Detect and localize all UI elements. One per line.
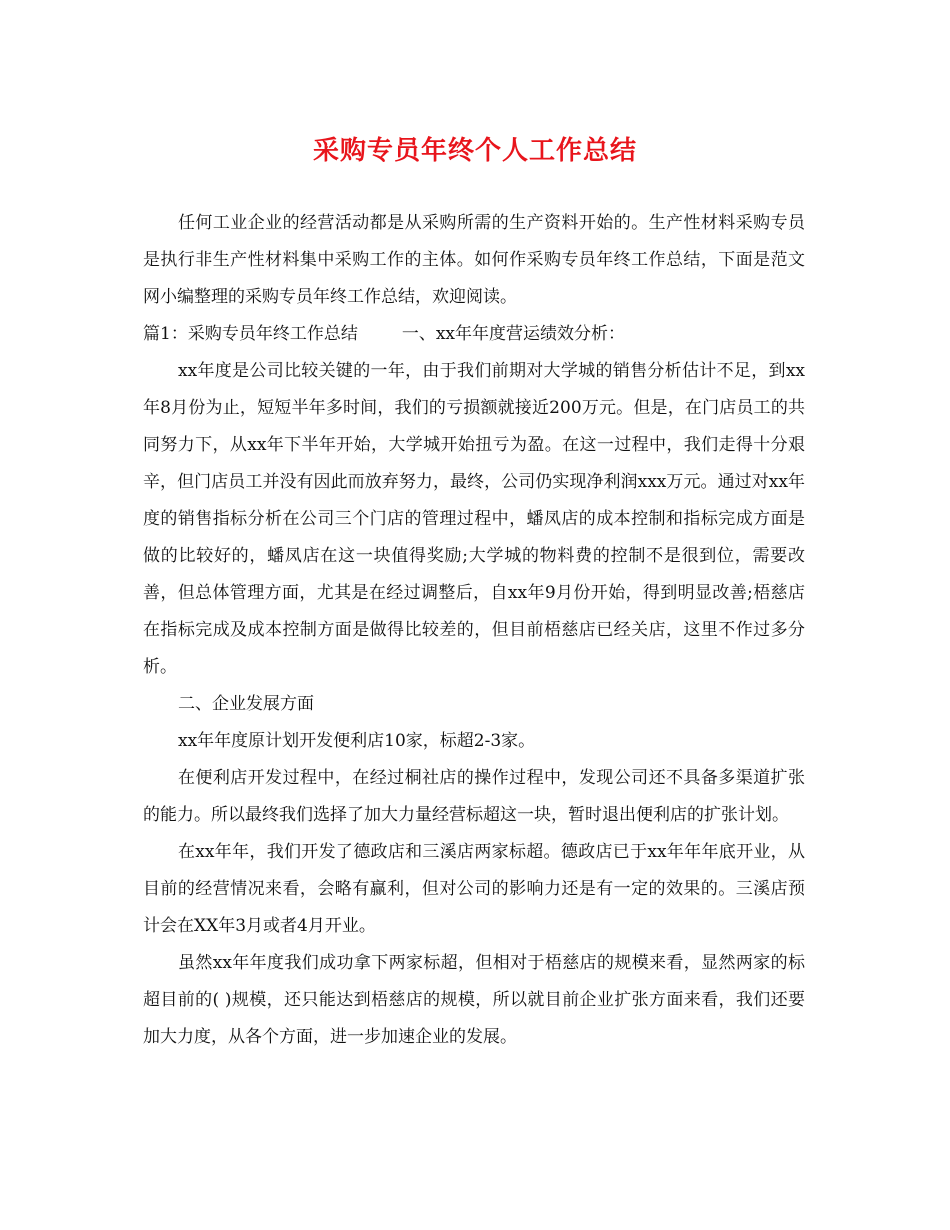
operations-paragraph: xx年度是公司比较关键的一年，由于我们前期对大学城的销售分析估计不足，到xx年8月份为止，短短半年多时间，我们的亏损额就接近200万元。但是，在门店员工的共同努力下，从xx年下半年开始，大学城开始扭亏为盈。在这一过程中，我们走得十分艰辛，但门店员工并没有因此而放弃努力，最终，公司仍实现净利润xxx万元。通过对xx年度的销售指标分析在公司三个门店的管理过程中，蟠凤店的成本控制和指标完成方面是做的比较好的，蟠凤店在这一块值得奖励;大学城的物料费的控制不是很到位，需要改善，但总体管理方面，尤其是在经过调整后，自xx年9月份开始，得到明显改善;梧慈店在指标完成及成本控制方面是做得比较差的，但目前梧慈店已经关店，这里不作过多分析。	[143, 361, 805, 677]
expansion-paragraph: 虽然xx年年度我们成功拿下两家标超，但相对于梧慈店的规模来看，显然两家的标超目前的( )规模，还只能达到梧慈店的规模，所以就目前企业扩张方面来看，我们还要加大力度，从各个方面，进一步加速企业的发展。	[143, 953, 805, 1047]
convenience-store-paragraph: 在便利店开发过程中，在经过桐社店的操作过程中，发现公司还不具备多渠道扩张的能力。所以最终我们选择了加大力量经营标超这一块，暂时退出便利店的扩张计划。	[143, 768, 805, 825]
intro-paragraph: 任何工业企业的经营活动都是从采购所需的生产资料开始的。生产性材料采购专员是执行非生产性材料集中采购工作的主体。如何作采购专员年终工作总结，下面是范文网小编整理的采购专员年终工作总结，欢迎阅读。	[143, 213, 805, 307]
part-label: 篇1：采购专员年终工作总结	[143, 324, 358, 344]
document-body	[143, 205, 805, 1056]
section-heading-operations: 一、xx年年度营运绩效分析：	[401, 324, 626, 344]
new-stores-paragraph: 在xx年年，我们开发了德政店和三溪店两家标超。德政店已于xx年年年底开业，从目前的经营情况来看，会略有赢利，但对公司的影响力还是有一定的效果的。三溪店预计会在XX年3月或者4月开业。	[143, 842, 805, 936]
section-heading-development: 二、企业发展方面	[178, 694, 314, 714]
document-title: 采购专员年终个人工作总结	[312, 136, 637, 166]
plan-paragraph: xx年年度原计划开发便利店10家，标超2-3家。	[178, 731, 536, 751]
section-line	[143, 316, 805, 353]
